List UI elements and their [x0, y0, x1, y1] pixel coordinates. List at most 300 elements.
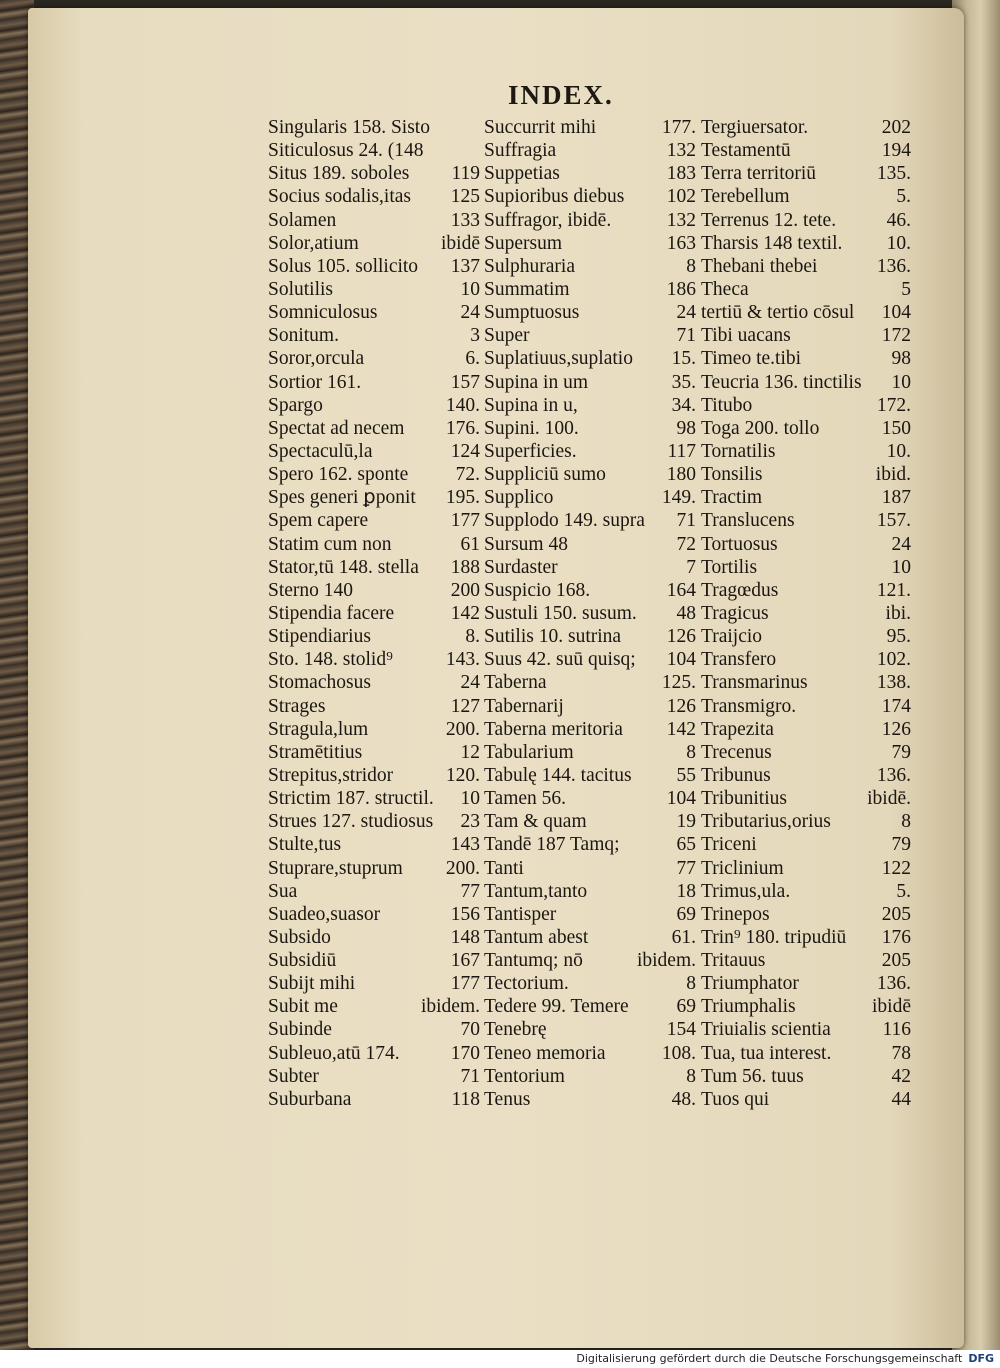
index-term: Subsido: [268, 926, 331, 948]
index-term: Suspicio 168.: [484, 579, 591, 601]
index-entry: [268, 371, 480, 394]
index-page-ref: 102: [666, 186, 696, 208]
index-term: Stipendiarius: [268, 626, 371, 648]
index-term: Stragula,lum: [268, 718, 369, 740]
index-entry: [701, 764, 911, 787]
index-page-ref: 148: [450, 926, 480, 948]
index-page-ref: 156: [450, 903, 480, 925]
index-page-ref: 10: [891, 371, 911, 393]
index-entry: [701, 833, 911, 856]
index-page-ref: 172: [881, 325, 911, 347]
index-term: Tergiuersator.: [701, 117, 809, 138]
index-entry: [484, 671, 696, 694]
index-entry: [484, 764, 696, 787]
index-page-ref: 176.: [445, 417, 480, 439]
index-entry: [268, 486, 480, 509]
index-term: Timeo te.tibi: [701, 348, 802, 370]
index-page-ref: 79: [891, 741, 911, 763]
index-page-ref: 61: [460, 533, 480, 555]
index-entry: [701, 232, 911, 255]
index-term: Titubo: [701, 394, 753, 416]
index-page-ref: 5.: [896, 186, 911, 208]
index-term: Tonsilis: [701, 464, 763, 486]
index-term: Testamentū: [701, 140, 791, 162]
index-term: Toga 200. tollo: [701, 417, 820, 439]
index-term: Supina in um: [484, 371, 589, 393]
index-page-ref: 136.: [876, 764, 911, 786]
index-page-ref: 24: [891, 533, 911, 555]
index-term: Tam & quam: [484, 811, 587, 833]
index-entry: [268, 1065, 480, 1088]
index-term: Situs 189. soboles: [268, 163, 410, 185]
index-entry: [268, 903, 480, 926]
index-entry: [701, 278, 911, 301]
index-entry: [484, 833, 696, 856]
index-entry: [701, 255, 911, 278]
footer-text: Digitalisierung gefördert durch die Deutsche Forschungsgemeinschaft: [576, 1352, 963, 1365]
index-page-ref: 78: [891, 1042, 911, 1064]
index-entry: [268, 787, 480, 810]
index-entry: [268, 648, 480, 671]
index-entry: [701, 533, 911, 556]
index-term: Supioribus diebus: [484, 186, 625, 208]
index-page-ref: ibi.: [885, 602, 911, 624]
index-entry: [484, 903, 696, 926]
index-entry: [268, 162, 480, 185]
index-entry: [268, 810, 480, 833]
index-entry: [268, 533, 480, 556]
index-entry: [484, 810, 696, 833]
index-term: Tribunitius: [701, 788, 787, 810]
index-entry: [268, 463, 480, 486]
index-entry: [484, 857, 696, 880]
index-term: Stuprare,stuprum: [268, 857, 403, 879]
index-page-ref: 108.: [661, 1042, 696, 1064]
index-page-ref: 127: [450, 695, 480, 717]
index-page-ref: 205: [881, 903, 911, 925]
index-page-ref: ibidem.: [636, 950, 696, 972]
index-page-ref: 133: [450, 209, 480, 231]
index-entry: [268, 718, 480, 741]
index-term: Sursum 48: [484, 533, 568, 555]
index-page-ref: 194: [881, 140, 911, 162]
index-entry: [701, 671, 911, 694]
index-page-ref: 19: [676, 811, 696, 833]
index-entry: [268, 509, 480, 532]
index-page-ref: 180: [666, 464, 696, 486]
index-page-ref: 200: [450, 579, 480, 601]
index-entry: [484, 995, 696, 1018]
index-entry: [484, 301, 696, 324]
index-entry: [701, 1088, 911, 1111]
index-term: Triumphalis: [701, 996, 796, 1018]
index-entry: [268, 185, 480, 208]
index-entry: [701, 579, 911, 602]
index-page-ref: 15.: [671, 348, 696, 370]
index-term: Triumphator: [701, 973, 799, 995]
index-entry: [701, 486, 911, 509]
index-entry: [268, 857, 480, 880]
index-page-ref: 24: [460, 302, 480, 324]
index-term: Tamen 56.: [484, 788, 567, 810]
index-term: Spectat ad necem: [268, 417, 405, 439]
index-page-ref: 65: [676, 834, 696, 856]
index-entry: [268, 880, 480, 903]
index-page-ref: 187: [881, 487, 911, 509]
index-entry: [484, 1065, 696, 1088]
index-term: Tribunus: [701, 764, 771, 786]
index-entry: [701, 625, 911, 648]
index-entry: [484, 162, 696, 185]
index-term: Tortilis: [701, 556, 758, 578]
index-term: Spectaculū,la: [268, 440, 373, 462]
index-term: Stramētitius: [268, 741, 363, 763]
index-term: Tantum abest: [484, 926, 589, 948]
index-page-ref: 104: [881, 302, 911, 324]
index-page-ref: 188: [450, 556, 480, 578]
digitization-footer: [0, 1350, 1000, 1368]
index-entry: [701, 209, 911, 232]
index-term: Tragicus: [701, 602, 769, 624]
index-term: Tornatilis: [701, 440, 776, 462]
index-term: Sortior 161.: [268, 371, 362, 393]
index-entry: [484, 880, 696, 903]
index-entry: [701, 139, 911, 162]
index-page-ref: ibidē.: [867, 788, 911, 810]
index-page-ref: 24: [676, 302, 696, 324]
index-page-ref: 8.: [465, 626, 480, 648]
index-term: Tributarius,orius: [701, 811, 831, 833]
index-entry: [268, 139, 480, 162]
index-entry: [701, 857, 911, 880]
index-entry: [701, 995, 911, 1018]
index-page-ref: 10: [460, 788, 480, 810]
index-entry: [268, 741, 480, 764]
index-entry: [268, 1088, 480, 1111]
index-page-ref: 44: [891, 1088, 911, 1110]
index-page-ref: 121.: [876, 579, 911, 601]
index-term: Thebani thebei: [701, 255, 818, 277]
index-page-ref: 48: [676, 602, 696, 624]
index-term: tertiū & tertio cōsul: [701, 302, 855, 324]
index-term: Spem capere: [268, 510, 369, 532]
index-term: Supina in u,: [484, 394, 578, 416]
index-term: Suus 42. suū quisq;: [484, 649, 636, 671]
index-term: Singularis 158. Sisto: [268, 117, 430, 138]
index-page-ref: 200.: [445, 718, 480, 740]
index-term: Tua, tua interest.: [701, 1042, 832, 1064]
dfg-logo: DFG: [968, 1352, 994, 1365]
index-entry: [268, 926, 480, 949]
index-term: Solor,atium: [268, 232, 359, 254]
index-page-ref: 183: [666, 163, 696, 185]
index-page-ref: 71: [676, 510, 696, 532]
index-entry: [268, 394, 480, 417]
index-entry: [268, 440, 480, 463]
index-page-ref: 8: [686, 1065, 696, 1087]
index-term: Tabulę 144. tacitus: [484, 764, 632, 786]
index-page-ref: 5.: [896, 880, 911, 902]
index-entry: [268, 116, 480, 139]
index-page-ref: 140.: [445, 394, 480, 416]
index-term: Subter: [268, 1065, 319, 1087]
index-page-ref: 177: [450, 973, 480, 995]
index-page-ref: 126: [666, 695, 696, 717]
index-entry: [268, 232, 480, 255]
index-page-ref: 172.: [876, 394, 911, 416]
index-term: Strepitus,stridor: [268, 764, 394, 786]
index-page-ref: 116: [882, 1019, 911, 1041]
index-term: Suffragia: [484, 140, 557, 162]
index-page-ref: ibidē: [441, 232, 480, 254]
index-entry: [268, 301, 480, 324]
index-term: Tabularium: [484, 741, 574, 763]
index-entry: [268, 209, 480, 232]
index-entry: [701, 787, 911, 810]
index-term: Strages: [268, 695, 326, 717]
index-page-ref: 12: [460, 741, 480, 763]
index-term: Terra territoriū: [701, 163, 817, 185]
index-term: Trecenus: [701, 741, 772, 763]
index-page-ref: 72.: [455, 464, 480, 486]
index-page-ref: 157: [450, 371, 480, 393]
index-entry: [484, 255, 696, 278]
index-term: Sto. 148. stolid⁹: [268, 649, 393, 671]
index-term: Tragœdus: [701, 579, 779, 601]
index-entry: [484, 972, 696, 995]
index-page-ref: 167: [450, 950, 480, 972]
index-page-ref: 10: [891, 556, 911, 578]
index-entry: [701, 718, 911, 741]
index-term: Trin⁹ 180. tripudiū: [701, 926, 847, 948]
index-term: Terrenus 12. tete.: [701, 209, 837, 231]
index-page-ref: 71: [676, 325, 696, 347]
index-entry: [701, 417, 911, 440]
index-page-ref: 8: [686, 741, 696, 763]
index-entry: [484, 371, 696, 394]
index-entry: [484, 741, 696, 764]
index-term: Suppetias: [484, 163, 560, 185]
index-page-ref: 174: [881, 695, 911, 717]
index-page-ref: 8: [901, 811, 911, 833]
index-entry: [484, 533, 696, 556]
index-term: Trimus,ula.: [701, 880, 791, 902]
index-page-ref: 154: [666, 1019, 696, 1041]
index-term: Superficies.: [484, 440, 577, 462]
index-entry: [484, 417, 696, 440]
index-entry: [484, 440, 696, 463]
index-term: Traijcio: [701, 626, 763, 648]
index-page-ref: 55: [676, 764, 696, 786]
index-entry: [701, 903, 911, 926]
index-term: Supini. 100.: [484, 417, 579, 439]
index-column-2: [484, 116, 696, 1111]
index-term: Statim cum non: [268, 533, 392, 555]
index-term: Tedere 99. Temere: [484, 996, 629, 1018]
index-entry: [484, 625, 696, 648]
index-page-ref: 205: [881, 950, 911, 972]
index-term: Sonitum.: [268, 325, 339, 347]
index-page-ref: 98: [676, 417, 696, 439]
index-term: Transfero: [701, 649, 777, 671]
index-entry: [701, 347, 911, 370]
index-page-ref: 46.: [886, 209, 911, 231]
index-entry: [484, 926, 696, 949]
index-page-ref: 10: [460, 278, 480, 300]
index-term: Spero 162. sponte: [268, 464, 409, 486]
index-term: Triclinium: [701, 857, 784, 879]
index-entry: [701, 741, 911, 764]
index-entry: [268, 556, 480, 579]
index-term: Suppliciū sumo: [484, 464, 606, 486]
index-page-ref: 150: [881, 417, 911, 439]
index-page-ref: 195.: [445, 487, 480, 509]
index-entry: [484, 209, 696, 232]
index-page-ref: 119: [451, 163, 480, 185]
index-term: Tum 56. tuus: [701, 1065, 804, 1087]
index-term: Suplatiuus,suplatio: [484, 348, 633, 370]
index-entry: [268, 1042, 480, 1065]
index-entry: [701, 463, 911, 486]
index-page-ref: 136.: [876, 973, 911, 995]
index-term: Tentorium: [484, 1065, 565, 1087]
index-page-ref: 132: [666, 209, 696, 231]
index-term: Tuos qui: [701, 1088, 770, 1110]
index-term: Socius sodalis,itas: [268, 186, 412, 208]
index-entry: [701, 371, 911, 394]
index-page-ref: 125.: [661, 672, 696, 694]
index-term: Suburbana: [268, 1088, 352, 1110]
index-entry: [701, 602, 911, 625]
index-page-ref: 95.: [886, 626, 911, 648]
index-entry: [701, 648, 911, 671]
index-term: Transmigro.: [701, 695, 797, 717]
index-page-ref: 164: [666, 579, 696, 601]
index-page-ref: 143: [450, 834, 480, 856]
index-entry: [268, 695, 480, 718]
index-page-ref: 7: [686, 556, 696, 578]
index-term: Strictim 187. structil.: [268, 788, 434, 810]
index-term: Supersum: [484, 232, 562, 254]
index-term: Taberna meritoria: [484, 718, 623, 740]
index-page-ref: 34.: [671, 394, 696, 416]
index-page-ref: 104: [666, 649, 696, 671]
index-term: Subleuo,atū 174.: [268, 1042, 400, 1064]
index-term: Solus 105. sollicito: [268, 255, 419, 277]
index-entry: [268, 671, 480, 694]
index-page-ref: 71: [460, 1065, 480, 1087]
index-entry: [484, 556, 696, 579]
index-term: Tortuosus: [701, 533, 778, 555]
index-entry: [268, 255, 480, 278]
index-entry: [268, 972, 480, 995]
index-page-ref: ibidem.: [420, 996, 480, 1018]
index-term: Suadeo,suasor: [268, 903, 381, 925]
index-entry: [484, 1042, 696, 1065]
index-page-ref: 72: [676, 533, 696, 555]
index-column-1: [268, 116, 480, 1111]
index-term: Terebellum: [701, 186, 790, 208]
index-entry: [484, 949, 696, 972]
index-term: Stomachosus: [268, 672, 371, 694]
index-page-ref: 177.: [661, 117, 696, 138]
index-page-ref: ibidē: [872, 996, 911, 1018]
index-entry: [484, 787, 696, 810]
index-term: Triuialis scientia: [701, 1019, 831, 1041]
index-term: Super: [484, 325, 530, 347]
index-page-ref: 77: [460, 880, 480, 902]
index-page-ref: 163: [666, 232, 696, 254]
index-entry: [484, 463, 696, 486]
index-term: Summatim: [484, 278, 570, 300]
index-column-3: [701, 116, 911, 1111]
index-page-ref: 10.: [886, 440, 911, 462]
index-page-ref: 23: [460, 811, 480, 833]
index-entry: [268, 833, 480, 856]
index-entry: [268, 417, 480, 440]
index-page-ref: 102.: [876, 649, 911, 671]
index-entry: [701, 556, 911, 579]
index-page-ref: 24: [460, 672, 480, 694]
index-entry: [484, 1018, 696, 1041]
index-term: Strues 127. studiosus: [268, 811, 434, 833]
index-entry: [701, 926, 911, 949]
index-entry: [701, 162, 911, 185]
index-entry: [484, 1088, 696, 1111]
index-page-ref: 69: [676, 996, 696, 1018]
index-term: Tibi uacans: [701, 325, 791, 347]
index-term: Tantumq; nō: [484, 950, 583, 972]
index-page-ref: 18: [676, 880, 696, 902]
index-entry: [701, 324, 911, 347]
index-term: Tabernarij: [484, 695, 564, 717]
index-term: Tantisper: [484, 903, 557, 925]
index-page-ref: 8: [686, 973, 696, 995]
index-term: Subijt mihi: [268, 973, 356, 995]
index-entry: [701, 301, 911, 324]
index-term: Sustuli 150. susum.: [484, 602, 637, 624]
index-entry: [701, 394, 911, 417]
index-entry: [268, 625, 480, 648]
index-page-ref: ibid.: [875, 464, 911, 486]
index-term: Trinepos: [701, 903, 770, 925]
index-term: Sumptuosus: [484, 302, 580, 324]
index-page-ref: 142: [666, 718, 696, 740]
index-page-ref: 35.: [671, 371, 696, 393]
index-term: Sutilis 10. sutrina: [484, 626, 622, 648]
index-entry: [484, 347, 696, 370]
index-term: Tharsis 148 textil.: [701, 232, 843, 254]
index-page-ref: 69: [676, 903, 696, 925]
index-term: Taberna: [484, 672, 547, 694]
index-entry: [484, 579, 696, 602]
index-entry: [484, 602, 696, 625]
index-page-ref: 61.: [671, 926, 696, 948]
index-entry: [701, 509, 911, 532]
index-entry: [268, 949, 480, 972]
index-page-ref: 126: [666, 626, 696, 648]
index-term: Spargo: [268, 394, 323, 416]
index-page-ref: 126: [881, 718, 911, 740]
index-term: Stipendia facere: [268, 602, 395, 624]
index-term: Tandē 187 Tamq;: [484, 834, 620, 856]
index-entry: [484, 695, 696, 718]
index-entry: [701, 1042, 911, 1065]
index-page-ref: 177: [450, 510, 480, 532]
index-term: Solutilis: [268, 278, 334, 300]
index-page-ref: 77: [676, 857, 696, 879]
index-page-ref: 202: [881, 117, 911, 138]
